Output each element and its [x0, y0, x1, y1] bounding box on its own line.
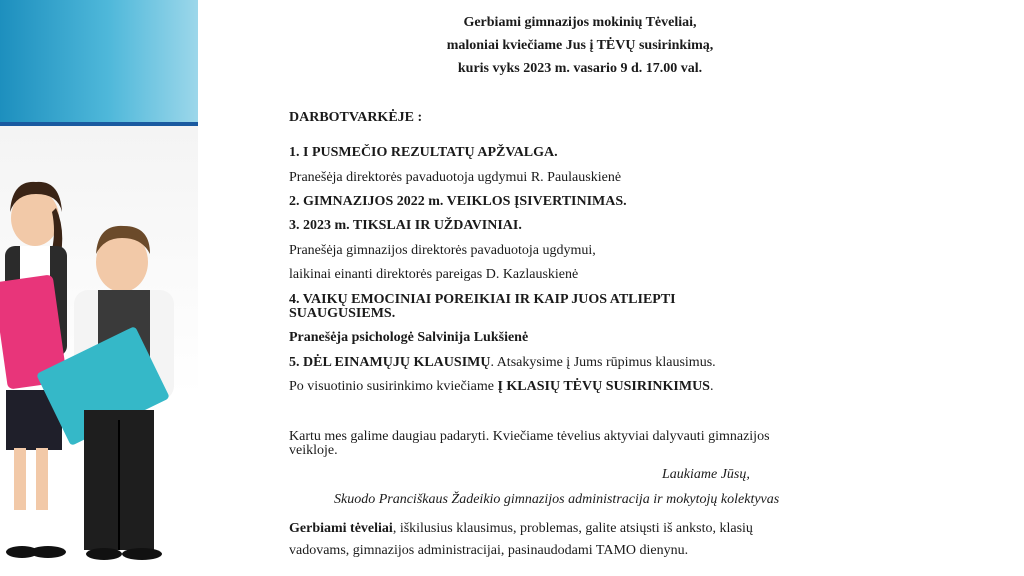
footer-bold-start: Gerbiami tėveliai — [289, 521, 393, 536]
agenda-item-4-title-line-1: 4. VAIKŲ EMOCINIAI POREIKIAI IR KAIP JUOS ATLIEPTI — [289, 292, 676, 307]
agenda-item-4-title-line-2: SUAUGUSIEMS. — [289, 306, 396, 321]
agenda-item-5 — [289, 355, 716, 371]
footer-line-2: vadovams, gimnazijos administracijai, pasinaudodami TAMO dienynu. — [289, 543, 689, 558]
signature-authors: Skuodo Pranciškaus Žadeikio gimnazijos administracija ir mokytojų kolektyvas — [334, 492, 780, 507]
header-line-1: Gerbiami gimnazijos mokinių Tėveliai, — [463, 15, 697, 30]
agenda-heading: DARBOTVARKĖJE : — [289, 110, 423, 125]
agenda-item-3-speaker-line-2: laikinai einanti direktorės pareigas D. Kazlauskienė — [289, 267, 579, 282]
agenda-item-3-speaker-line-1: Pranešėja gimnazijos direktorės pavaduotoja ugdymui, — [289, 243, 596, 258]
agenda-item-1-speaker: Pranešėja direktorės pavaduotoja ugdymui R. Paulauskienė — [289, 170, 622, 185]
closing-paragraph-line-1: Kartu mes galime daugiau padaryti. Kviečiame tėvelius aktyviai dalyvauti gimnazijos — [289, 429, 770, 444]
agenda-item-5-title: 5. DĖL EINAMŲJŲ KLAUSIMŲ — [289, 355, 491, 370]
agenda-item-5-text: . Atsakysime į Jums rūpimus klausimus. — [490, 355, 716, 370]
agenda-item-2-title: 2. GIMNAZIJOS 2022 m. VEIKLOS ĮSIVERTINIMAS. — [289, 194, 627, 209]
after-meeting-line — [289, 379, 713, 395]
footer-line-1-rest: , iškilusius klausimus, problemas, galite atsiųsti iš anksto, klasių — [392, 521, 753, 536]
after-meeting-suffix: . — [709, 379, 714, 394]
signature-greeting: Laukiame Jūsų, — [662, 467, 750, 482]
agenda-item-3-title: 3. 2023 m. TIKSLAI IR UŽDAVINIAI. — [289, 218, 522, 233]
agenda-item-1-title: 1. I PUSMEČIO REZULTATŲ APŽVALGA. — [289, 145, 558, 160]
after-meeting-bold: Į KLASIŲ TĖVŲ SUSIRINKIMUS — [497, 379, 710, 394]
agenda-item-4-speaker: Pranešėja psichologė Salvinija Lukšienė — [289, 330, 529, 345]
closing-paragraph-line-2: veikloje. — [289, 443, 338, 458]
header-line-3: kuris vyks 2023 m. vasario 9 d. 17.00 val. — [457, 61, 703, 76]
after-meeting-prefix: Po visuotinio susirinkimo kviečiame — [289, 379, 498, 394]
header-line-2: maloniai kviečiame Jus į TĖVŲ susirinkimą, — [446, 38, 714, 53]
footer-line-1 — [289, 521, 753, 537]
